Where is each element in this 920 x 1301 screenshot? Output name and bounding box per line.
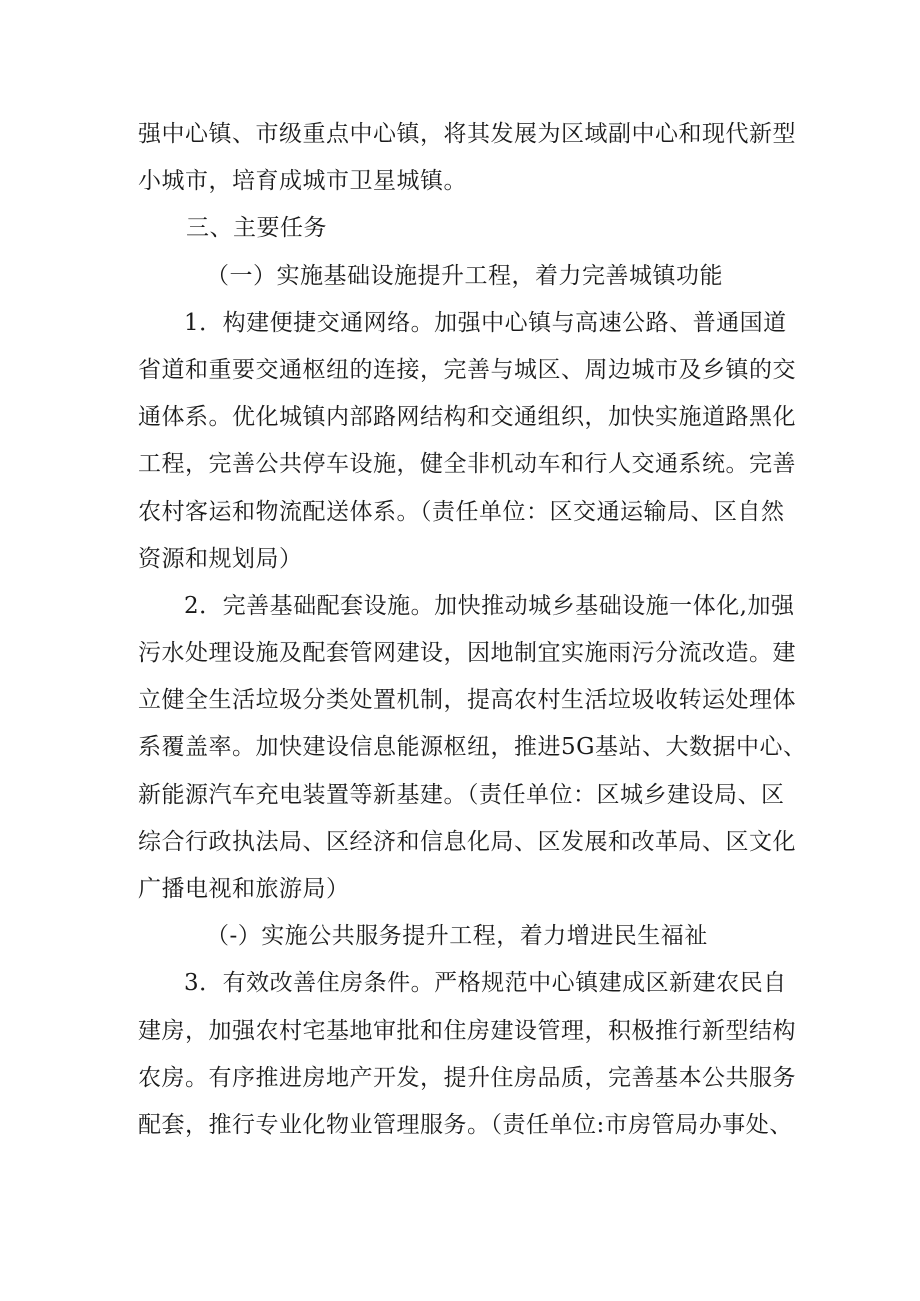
text-line: 三、主要任务: [186, 215, 327, 242]
text-line: 配套，推行专业化物业管理服务。（责任单位:市房管局办事处、: [138, 1111, 793, 1138]
text-line: 系覆盖率。加快建设信息能源枢纽，推进5G基站、大数据中心、: [138, 734, 807, 761]
text-line: 3．有效改善住房条件。严格规范中心镇建成区新建农民自: [184, 970, 787, 997]
text-line: 通体系。优化城镇内部路网结构和交通组织，加快实施道路黑化: [138, 404, 796, 431]
text-line: 广播电视和旅游局）: [138, 876, 350, 902]
text-line: 2．完善基础配套设施。加快推动城乡基础设施一体化,加强: [184, 592, 795, 619]
text-line: 工程，完善公共停车设施，健全非机动车和行人交通系统。完善: [138, 451, 796, 478]
document-body: [138, 111, 807, 1149]
text-line: 资源和规划局）: [138, 545, 303, 572]
text-line: 省道和重要交通枢纽的连接，完善与城区、周边城市及乡镇的交: [138, 356, 796, 383]
text-line: 新能源汽车充电装置等新基建。（责任单位：区城乡建设局、区: [138, 781, 785, 808]
text-line: 强中心镇、市级重点中心镇，将其发展为区域副中心和现代新型: [138, 121, 796, 147]
text-line: 立健全生活垃圾分类处置机制，提高农村生活垃圾收转运处理体: [138, 687, 796, 714]
text-line: 污水处理设施及配套管网建设，因地制宜实施雨污分流改造。建: [138, 640, 796, 667]
text-line: 小城市，培育成城市卫星城镇。: [138, 168, 467, 195]
text-line: 建房，加强农村宅基地审批和住房建设管理，积极推行新型结构: [138, 1017, 796, 1044]
text-line: 农房。有序推进房地产开发，提升住房品质，完善基本公共服务: [138, 1064, 796, 1091]
text-line: 综合行政执法局、区经济和信息化局、区发展和改革局、区文化: [138, 828, 796, 855]
text-line: 农村客运和物流配送体系。（责任单位：区交通运输局、区自然: [138, 498, 785, 525]
text-line: （一）实施基础设施提升工程，着力完善城镇功能: [206, 262, 723, 289]
text-line: 1．构建便捷交通网络。加强中心镇与高速公路、普通国道: [184, 309, 787, 336]
text-line: （-）实施公共服务提升工程，着力增进民生福祉: [206, 923, 708, 950]
